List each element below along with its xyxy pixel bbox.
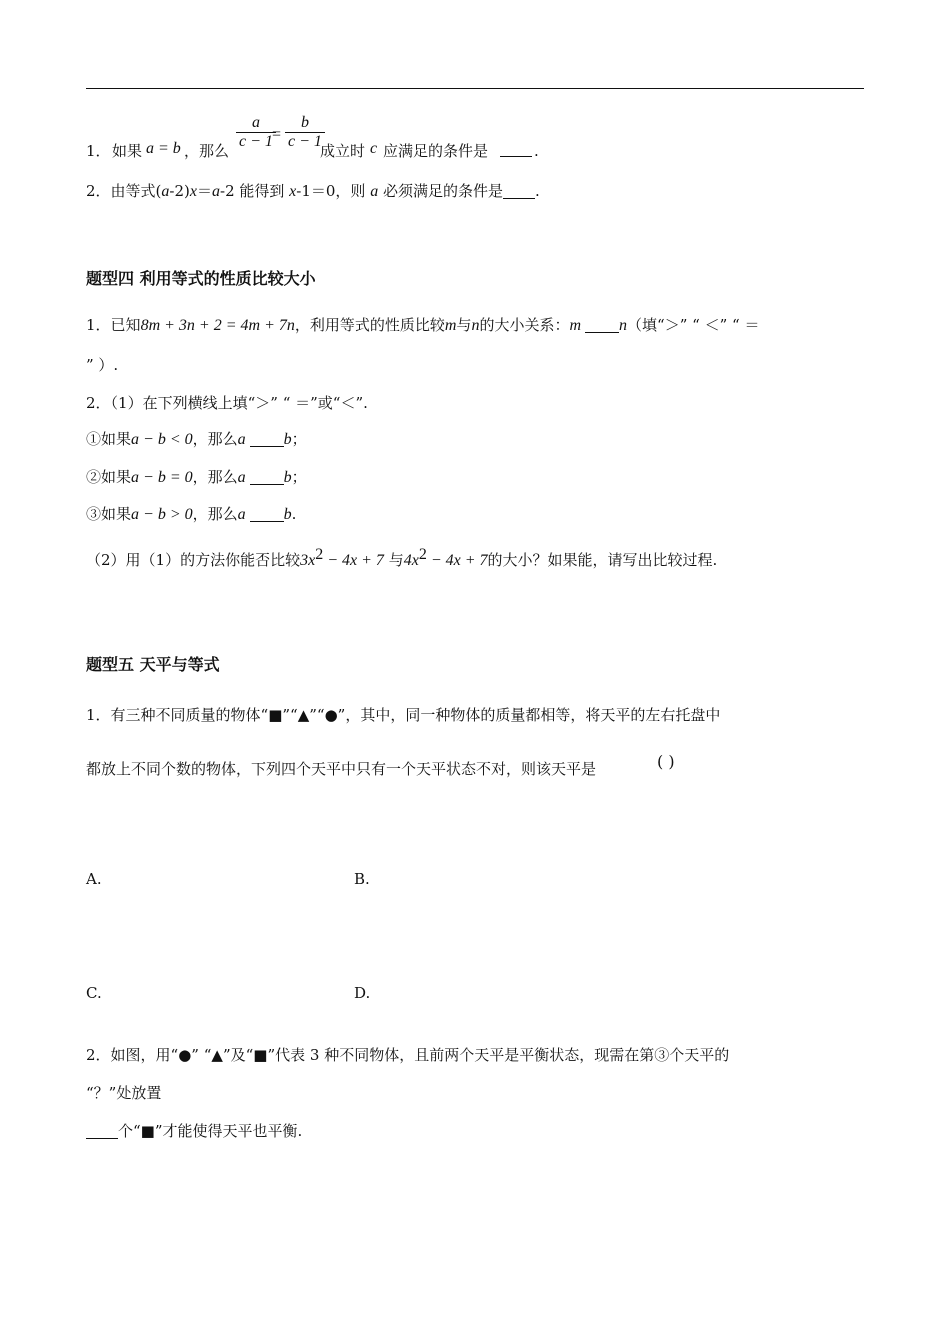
section-heading: 题型四 利用等式的性质比较大小 — [86, 269, 316, 288]
math-expression: a − b < 0 — [131, 431, 193, 448]
answer-blank[interactable] — [250, 468, 284, 485]
question-2-heading: 2．（1）在下列横线上填“＞” “ ＝”或“＜”. — [86, 394, 368, 412]
math-expression: 8m + 3n + 2 = 4m + 7n — [140, 317, 295, 334]
question-number: 1． — [86, 142, 111, 160]
answer-blank[interactable] — [250, 505, 284, 522]
question-1-balance-line1: 1．有三种不同质量的物体“■”“▲”“●”，其中，同一种物体的质量都相等，将天平的左右托盘中 — [86, 706, 721, 724]
question-1-compare-mn: 1．已知8m + 3n + 2 = 4m + 7n，利用等式的性质比较m与n的大小关系：m n（填“＞” “ ＜” “ ＝ — [86, 316, 760, 334]
answer-blank[interactable] — [500, 140, 532, 157]
answer-blank[interactable] — [250, 430, 284, 447]
question-2-balance-line3: 个“■”才能使得天平也平衡. — [86, 1120, 302, 1142]
fraction-a: $\frac{a}{c - 1}$ — [236, 114, 276, 151]
header-rule — [86, 88, 864, 89]
option-b[interactable]: B. — [354, 870, 370, 888]
option-d[interactable]: D. — [354, 984, 371, 1002]
answer-blank[interactable] — [86, 1122, 118, 1139]
question-number: 1． — [86, 316, 111, 334]
question-2-balance-line1: 2．如图，用“●” “▲”及“■”代表 3 种不同物体，且前两个天平是平衡状态，现需在第③个天平的 — [86, 1046, 730, 1064]
math-expression: a − b = 0 — [131, 469, 193, 486]
math-expression: a − b > 0 — [131, 506, 193, 523]
option-a[interactable]: A. — [86, 870, 102, 888]
option-c[interactable]: C. — [86, 984, 102, 1002]
section-heading: 题型五 天平与等式 — [86, 655, 220, 674]
sub-question-1: ①如果a − b < 0，那么a b； — [86, 430, 307, 448]
answer-paren[interactable]: ( ) — [657, 752, 675, 771]
question-2-equation-condition: 2．由等式(a-2)x＝a-2 能得到 x-1＝0，则 a 必须满足的条件是 . — [86, 182, 540, 200]
answer-blank[interactable] — [585, 316, 619, 333]
answer-blank[interactable] — [503, 182, 535, 199]
question-number: 2． — [86, 182, 111, 200]
sub-question-2: ②如果a − b = 0，那么a b； — [86, 468, 307, 486]
question-1-balance-line2: 都放上不同个数的物体，下列四个天平中只有一个天平状态不对，则该天平是 — [86, 760, 597, 778]
question-2-part-2: （2）用（1）的方法你能否比较$3x^2 - 4x + 7$ 与$4x^2 - 4x + 7$的大小？如果能，请写出比较过程. — [86, 546, 718, 569]
math-expression: a = b — [146, 140, 181, 157]
question-2-balance-line2: “？”处放置 — [86, 1084, 162, 1102]
fraction-b: $\frac{b}{c - 1}$ — [285, 114, 325, 151]
sub-question-3: ③如果a − b > 0，那么a b. — [86, 505, 297, 523]
